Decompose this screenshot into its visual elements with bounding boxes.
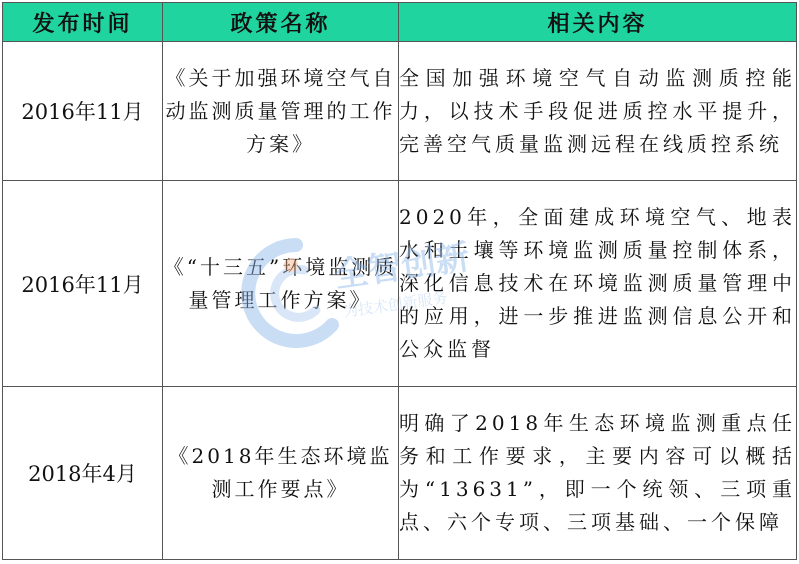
header-release-date: 发布时间 [3, 3, 163, 42]
table-row [3, 387, 797, 560]
table-row [3, 42, 797, 181]
header-row [3, 3, 797, 42]
policy-table [2, 2, 797, 560]
watermark-slogan: 为技术创新服务 [342, 288, 449, 321]
watermark-brand: 全智创新 [331, 237, 472, 296]
policy-name-cell: 《“十三五”环境监测质量管理工作方案》 [163, 181, 399, 387]
release-date-cell: 2016年11月 [3, 181, 163, 387]
policy-name-cell: 《2018年生态环境监测工作要点》 [163, 387, 399, 560]
release-date-cell: 2016年11月 [3, 42, 163, 181]
table-row [3, 181, 797, 387]
release-date-cell: 2018年4月 [3, 387, 163, 560]
related-content-cell: 全国加强环境空气自动监测质控能力，以技术手段促进质控水平提升，完善空气质量监测远程在线质控系统 [399, 42, 797, 181]
related-content-cell: 明确了2018年生态环境监测重点任务和工作要求，主要内容可以概括为“13631”，即一个统领、三项重点、六个专项、三项基础、一个保障 [399, 387, 797, 560]
header-related-content: 相关内容 [399, 3, 797, 42]
header-policy-name: 政策名称 [163, 3, 399, 42]
related-content-cell: 2020年，全面建成环境空气、地表水和土壤等环境监测质量控制体系，深化信息技术在环境监测质量管理中的应用，进一步推进监测信息公开和公众监督 [399, 181, 797, 387]
policy-name-cell: 《关于加强环境空气自动监测质量管理的工作方案》 [163, 42, 399, 181]
